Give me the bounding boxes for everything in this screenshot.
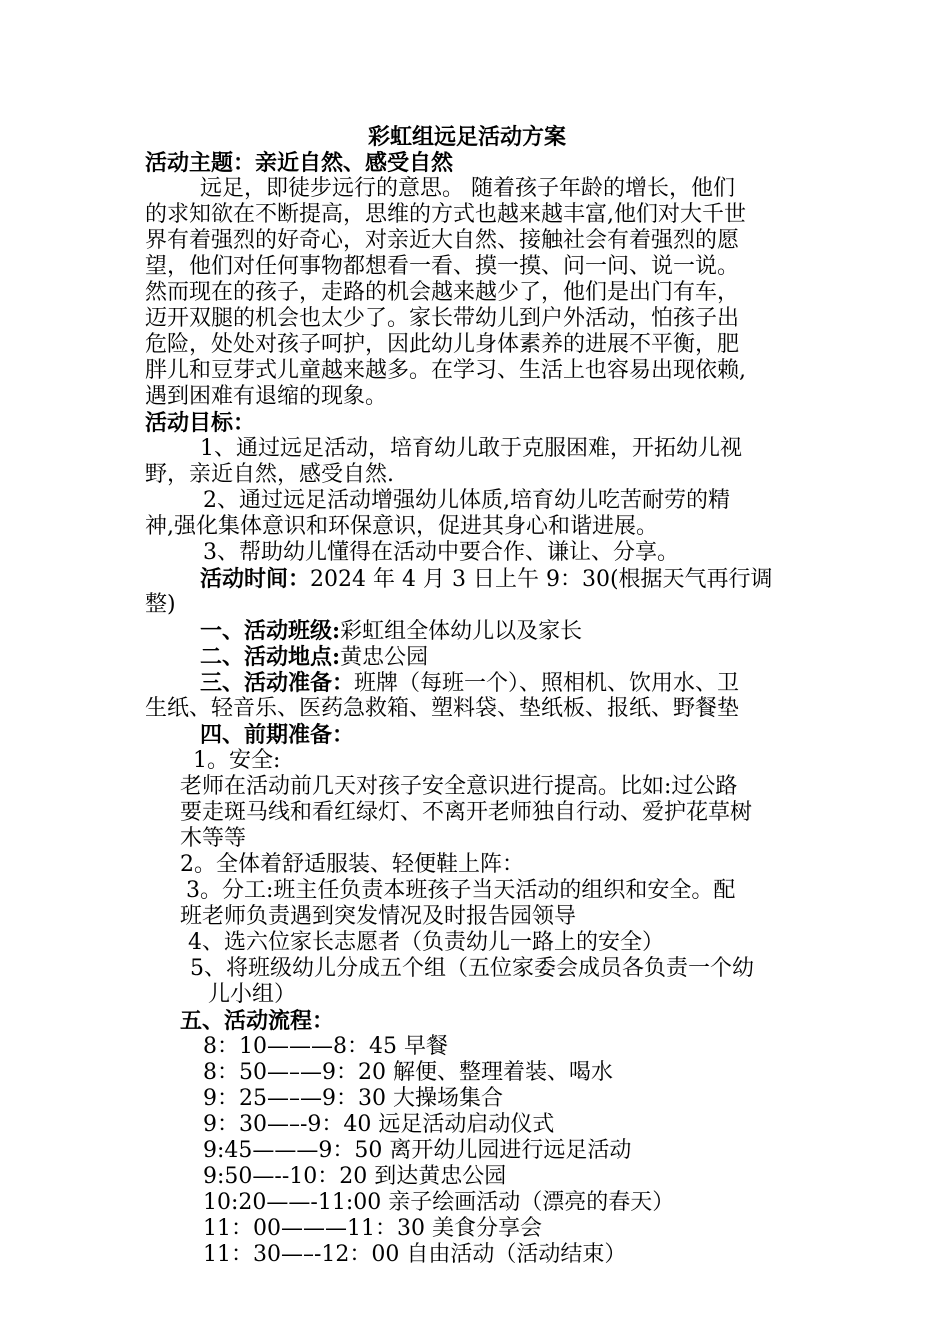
activity-prep-cont: 生纸、轻音乐、医药急救箱、塑料袋、垫纸板、报纸、野餐垫 <box>145 696 740 721</box>
early-prep-line: 老师在活动前几天对孩子安全意识进行提高。比如:过公路 <box>180 774 738 799</box>
early-prep-line: 班老师负责遇到突发情况及时报告园领导 <box>180 904 577 929</box>
early-prep-line: 儿小组） <box>208 982 297 1007</box>
activity-prep-label: 三、活动准备： <box>200 670 355 696</box>
activity-class-value: 彩虹组全体幼儿以及家长 <box>340 619 583 644</box>
intro-line: 远足，即徒步远行的意思。 随着孩子年龄的增长，他们 <box>200 176 735 201</box>
document-title: 彩虹组远足活动方案 <box>368 124 567 150</box>
flow-line: 9:50—--10：20 到达黄忠公园 <box>203 1164 507 1189</box>
flow-line: 10:20——-11:00 亲子绘画活动（漂亮的春天） <box>203 1190 675 1215</box>
flow-heading: 五、活动流程： <box>180 1008 335 1034</box>
early-prep-line: 1。安全: <box>193 748 281 773</box>
activity-theme-heading: 活动主题：亲近自然、感受自然 <box>145 150 454 176</box>
intro-line: 界有着强烈的好奇心，对亲近大自然、接触社会有着强烈的愿 <box>145 228 740 253</box>
activity-time-cont: 整) <box>145 592 176 617</box>
activity-prep <box>200 670 739 697</box>
early-prep-heading: 四、前期准备： <box>200 722 355 748</box>
goal-line: 2、通过远足活动增强幼儿体质,培育幼儿吃苦耐劳的精 <box>203 488 730 513</box>
activity-place-value: 黄忠公园 <box>340 645 429 670</box>
intro-line: 迈开双腿的机会也太少了。家长带幼儿到户外活动，怕孩子出 <box>145 306 740 331</box>
early-prep-line: 要走斑马线和看红绿灯、不离开老师独自行动、爱护花草树 <box>180 800 753 825</box>
flow-line: 11：00———11：30 美食分享会 <box>203 1216 542 1241</box>
early-prep-line: 3。分工:班主任负责本班孩子当天活动的组织和安全。配 <box>186 878 736 903</box>
flow-line: 9：30—–-9：40 远足活动启动仪式 <box>203 1112 555 1137</box>
flow-line: 8：50—–—9：20 解便、整理着装、喝水 <box>203 1060 613 1085</box>
goal-line: 3、帮助幼儿懂得在活动中要合作、谦让、分享。 <box>203 540 679 565</box>
goal-line: 1、通过远足活动，培育幼儿敢于克服困难，开拓幼儿视 <box>200 436 742 461</box>
activity-class-label: 一、活动班级: <box>200 618 341 644</box>
activity-place <box>200 644 428 671</box>
intro-line: 危险，处处对孩子呵护，因此幼儿身体素养的进展不平衡，肥 <box>145 332 740 357</box>
activity-place-label: 二、活动地点: <box>200 644 341 670</box>
early-prep-line: 4、选六位家长志愿者（负责幼儿一路上的安全） <box>188 930 664 955</box>
early-prep-line: 木等等 <box>180 826 247 851</box>
goals-heading: 活动目标： <box>145 410 256 436</box>
intro-line: 胖儿和豆芽式儿童越来越多。在学习、生活上也容易出现依赖, <box>145 358 746 383</box>
intro-line: 遇到困难有退缩的现象。 <box>145 384 388 409</box>
activity-time-value: 2024 年 4 月 3 日上午 9：30(根据天气再行调 <box>310 567 773 592</box>
activity-prep-value: 班牌（每班一个）、照相机、饮用水、卫 <box>354 671 740 696</box>
intro-line: 然而现在的孩子，走路的机会越来越少了，他们是出门有车， <box>145 280 740 305</box>
intro-line: 的求知欲在不断提高，思维的方式也越来越丰富,他们对大千世 <box>145 202 746 227</box>
activity-time-label: 活动时间： <box>200 566 311 592</box>
flow-line: 11：30—–-12：00 自由活动（活动结束） <box>203 1242 627 1267</box>
flow-line: 8：10———8：45 早餐 <box>203 1034 448 1059</box>
goal-line: 神,强化集体意识和环保意识，促进其身心和谐进展。 <box>145 514 658 539</box>
early-prep-line: 5、将班级幼儿分成五个组（五位家委会成员各负责一个幼 <box>190 956 754 981</box>
activity-time <box>200 566 773 593</box>
intro-line: 望，他们对任何事物都想看一看、摸一摸、问一问、说一说。 <box>145 254 740 279</box>
flow-line: 9：25—–—9：30 大操场集合 <box>203 1086 503 1111</box>
early-prep-line: 2。全体着舒适服装、轻便鞋上阵： <box>180 852 524 877</box>
goal-line: 野，亲近自然，感受自然. <box>145 462 394 487</box>
flow-line: 9:45———9：50 离开幼儿园进行远足活动 <box>203 1138 632 1163</box>
activity-class <box>200 618 582 645</box>
